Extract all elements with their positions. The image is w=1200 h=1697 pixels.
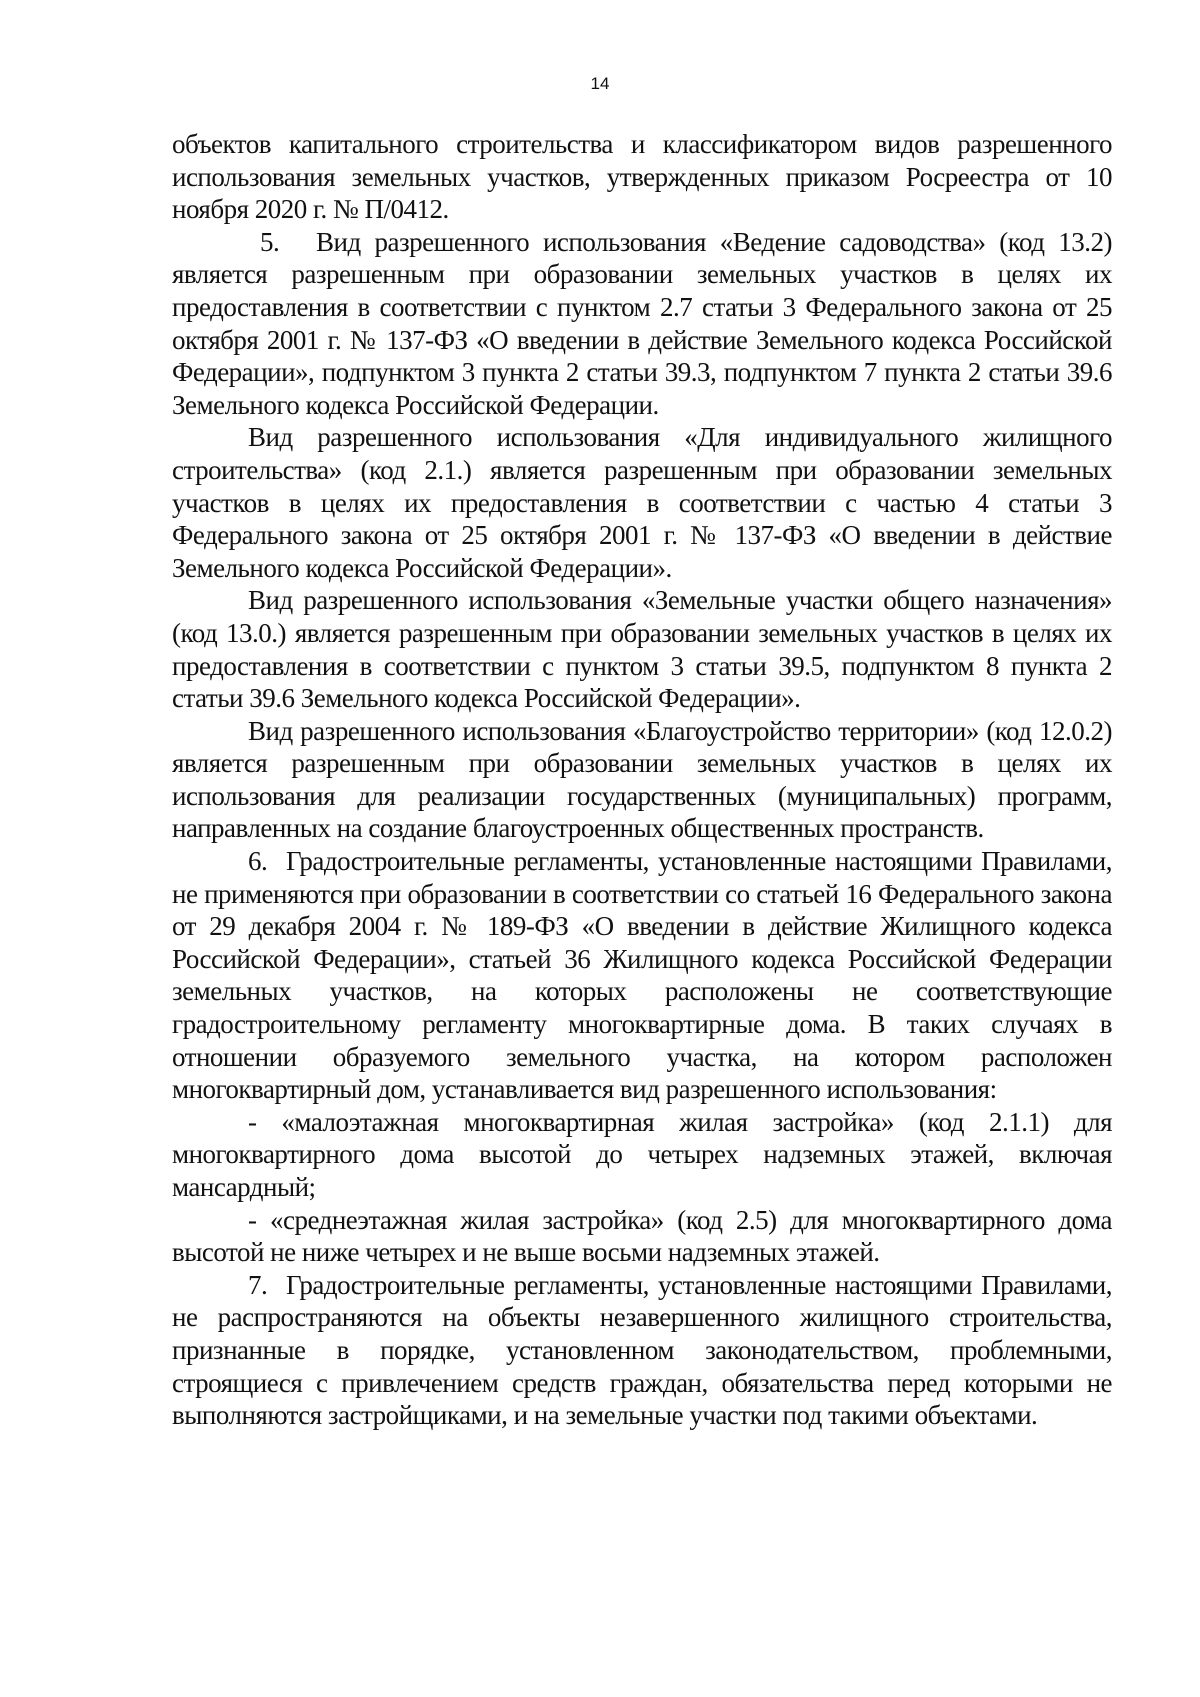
paragraph-text: Вид разрешенного использования «Благоустройство территории» (код 12.0.2) является разрешенным при образовании земельных участков в целях их использования для реализации государственных (муниципальных) программ, направленных на создание благоустроенных общественных пространств. — [172, 715, 1112, 844]
item-number: 5. — [260, 226, 280, 257]
paragraph-obshchego-naznacheniya — [172, 584, 1112, 714]
paragraph-text: - «среднеэтажная жилая застройка» (код 2.5) для многоквартирного дома высотой не ниже четырех и не выше восьми надземных этажей. — [172, 1204, 1112, 1268]
paragraph-blagoustroystvo — [172, 715, 1112, 845]
paragraph-text: объектов капитального строительства и классификатором видов разрешенного использования земельных участков, утвержденных приказом Росреестра от 10 ноября 2020 г. № П/0412. — [172, 129, 1112, 225]
paragraph-text: Градостроительные регламенты, установленные настоящими Правилами, не распространяются на объекты незавершенного жилищного строительства, признанные в порядке, установленном законодательством, проблемными, строящиеся с привлечением средств граждан, обязательства перед которыми не выполняются застройщиками, и на земельные участки под такими объектами. — [172, 1269, 1112, 1431]
paragraph-item-6 — [172, 845, 1112, 1106]
paragraph-text: Вид разрешенного использования «Земельные участки общего назначения» (код 13.0.) является разрешенным при образовании земельных участков в целях их предоставления в соответствии с пунктом 3 статьи 39.5, подпунктом 8 пункта 2 статьи 39.6 Земельного кодекса Российской Федерации». — [172, 585, 1112, 714]
paragraph-izhs — [172, 421, 1112, 584]
item-number: 6. — [248, 846, 268, 877]
paragraph-text: Вид разрешенного использования «Ведение садоводства» (код 13.2) является разрешенным при образовании земельных участков в целях их предоставления в соответствии с пунктом 2.7 статьи 3 Федерального закона от 25 октября 2001 г. № 137-ФЗ «О введении в действие Земельного кодекса Российской Федерации», подпунктом 3 пункта 2 статьи 39.3, подпунктом 7 пункта 2 статьи 39.6 Земельного кодекса Российской Федерации. — [172, 226, 1112, 420]
list-item-sredneetazhnaya — [172, 1204, 1112, 1269]
paragraph-item-7 — [172, 1269, 1112, 1432]
paragraph-continuation — [172, 128, 1112, 226]
page-number: 14 — [590, 74, 610, 93]
item-number: 7. — [248, 1269, 268, 1300]
paragraph-text: - «малоэтажная многоквартирная жилая застройка» (код 2.1.1) для многоквартирного дома высотой до четырех надземных этажей, включая мансардный; — [172, 1106, 1112, 1202]
paragraph-item-5 — [172, 226, 1112, 422]
paragraph-text: Градостроительные регламенты, установленные настоящими Правилами, не применяются при образовании в соответствии со статьей 16 Федерального закона от 29 декабря 2004 г. № 189-ФЗ «О введении в действие Жилищного кодекса Российской Федерации», статьей 36 Жилищного кодекса Российской Федерации земельных участков, на которых расположены не соответствующие градостроительному регламенту многоквартирные дома. В таких случаях в отношении образуемого земельного участка, на котором расположен многоквартирный дом, устанавливается вид разрешенного использования: — [172, 846, 1112, 1105]
list-item-maloetazhnaya — [172, 1106, 1112, 1204]
paragraph-text: Вид разрешенного использования «Для индивидуального жилищного строительства» (код 2.1.) является разрешенным при образовании земельных участков в целях их предоставления в соответствии с частью 4 статьи 3 Федерального закона от 25 октября 2001 г. № 137-ФЗ «О введении в действие Земельного кодекса Российской Федерации». — [172, 422, 1112, 583]
document-body — [172, 128, 1112, 1432]
